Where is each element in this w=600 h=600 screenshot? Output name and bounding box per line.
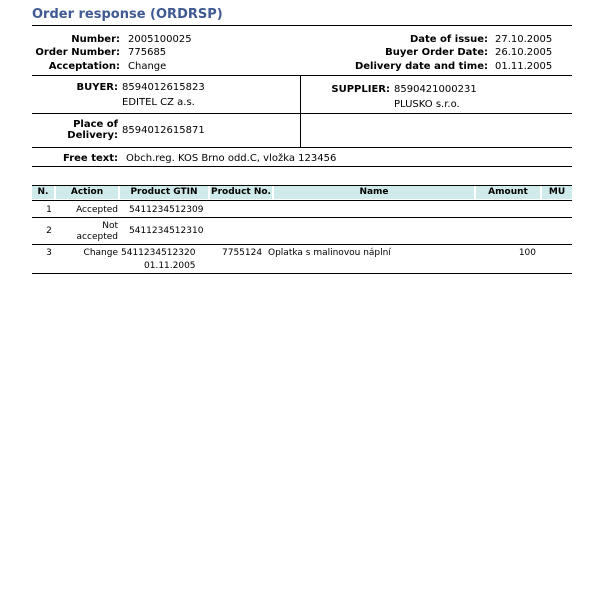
row-product-no: 7755124	[222, 248, 263, 258]
row-number: 1	[46, 205, 52, 215]
col-header-n: N.	[32, 186, 54, 199]
row-date: 01.11.2005	[144, 261, 196, 271]
free-text-value: Obch.reg. KOS Brno odd.C, vložka 123456	[126, 153, 337, 164]
free-text-divider	[32, 166, 572, 167]
row-action-line2: accepted	[76, 232, 118, 242]
delivery-label-line2: Delivery:	[67, 130, 118, 141]
row-number: 3	[46, 248, 52, 258]
row-divider	[32, 217, 572, 218]
row-action: Accepted	[76, 205, 118, 215]
delivery-label-line1: Place of	[73, 119, 118, 130]
supplier-label: SUPPLIER:	[331, 84, 390, 95]
row-action: Change	[83, 248, 118, 258]
row-divider	[32, 244, 572, 245]
buyer-order-date-label: Buyer Order Date:	[385, 47, 488, 58]
delivery-date-label: Delivery date and time:	[354, 61, 488, 72]
row-action: Not	[102, 221, 118, 231]
col-header-mu: MU	[542, 186, 572, 199]
delivery-gln: 8594012615871	[122, 125, 205, 136]
row-gtin: 5411234512309	[129, 205, 204, 215]
col-header-amount: Amount	[476, 186, 540, 199]
col-header-name: Name	[274, 186, 474, 199]
col-header-product-no: Product No.	[211, 187, 271, 197]
table-header-border	[32, 200, 572, 201]
date-of-issue-label: Date of issue:	[409, 34, 488, 45]
buyer-name: EDITEL CZ a.s.	[122, 97, 195, 108]
order-number-label: Order Number:	[35, 47, 120, 58]
party-divider	[300, 76, 301, 113]
delivery-divider-vertical	[300, 114, 301, 147]
supplier-name: PLUSKO s.r.o.	[394, 99, 460, 110]
row-gtin: 5411234512310	[129, 226, 204, 236]
buyer-divider	[32, 113, 572, 114]
date-of-issue-value: 27.10.2005	[495, 34, 553, 45]
order-number-value: 775685	[128, 47, 167, 58]
number-label: Number:	[71, 34, 120, 45]
header-divider	[32, 75, 572, 76]
col-header-action: Action	[56, 186, 118, 199]
acceptation-value: Change	[128, 61, 167, 72]
buyer-order-date-value: 26.10.2005	[495, 47, 553, 58]
number-value: 2005100025	[128, 34, 192, 45]
supplier-gln: 8590421000231	[394, 84, 477, 95]
table-bottom-border	[32, 273, 572, 274]
row-gtin: 5411234512320	[121, 248, 196, 258]
buyer-label: BUYER:	[76, 82, 118, 93]
acceptation-label: Acceptation:	[48, 61, 120, 72]
row-name: Oplatka s malinovou náplní	[268, 248, 391, 258]
buyer-gln: 8594012615823	[122, 82, 205, 93]
free-text-label: Free text:	[63, 153, 118, 164]
row-number: 2	[46, 226, 52, 236]
delivery-divider	[32, 147, 572, 148]
title-divider	[32, 25, 572, 26]
col-header-gtin: Product GTIN	[120, 186, 208, 199]
page-title: Order response (ORDRSP)	[32, 7, 223, 22]
row-amount: 100	[518, 248, 536, 258]
delivery-date-value: 01.11.2005	[495, 61, 553, 72]
